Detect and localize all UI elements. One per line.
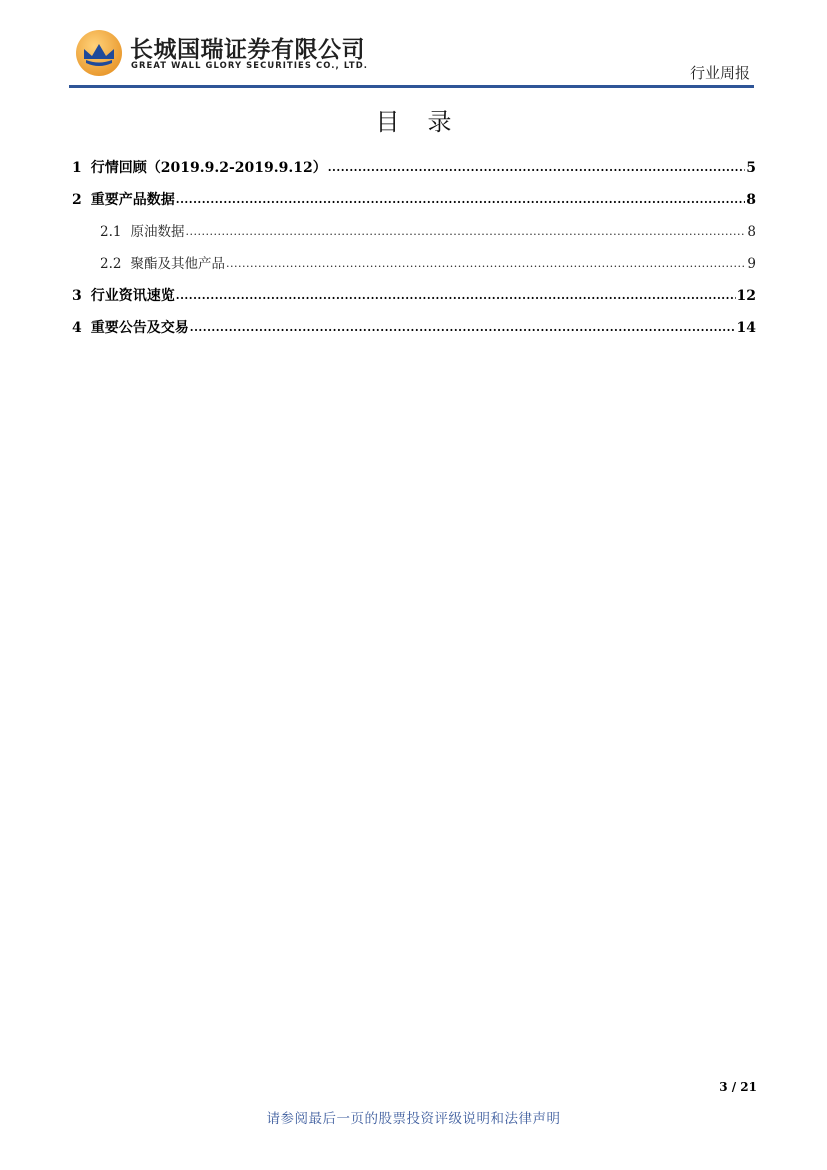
company-logo-icon (75, 29, 123, 77)
toc-entry-page: 8 (746, 192, 756, 208)
toc-entry-text: 重要公告及交易 (90, 320, 189, 336)
toc-entry-number: 3 (72, 288, 82, 304)
toc-entry[interactable] (72, 284, 756, 316)
toc-entry-page: 8 (747, 224, 756, 240)
table-of-contents (72, 156, 756, 348)
toc-entry[interactable] (72, 316, 756, 348)
toc-dot-leader (328, 156, 746, 180)
toc-entry-number: 1 (72, 160, 82, 176)
toc-entry-number: 4 (72, 320, 82, 336)
toc-entry-text: 行业资讯速览 (90, 288, 175, 304)
toc-entry-text: 行情回顾（2019.9.2-2019.9.12） (90, 160, 327, 176)
report-type-label: 行业周报 (689, 64, 750, 82)
toc-entry-number: 2.2 (100, 256, 122, 272)
company-name-cn: 长城国瑞证券有限公司 (130, 37, 365, 63)
toc-dot-leader (176, 284, 736, 308)
toc-entry-page: 14 (736, 320, 756, 336)
toc-entry-number: 2 (72, 192, 82, 208)
toc-entry-page: 9 (747, 256, 756, 272)
toc-entry[interactable] (72, 188, 756, 220)
header-divider (69, 85, 754, 88)
toc-entry[interactable] (72, 220, 756, 252)
toc-entry-text: 重要产品数据 (90, 192, 175, 208)
company-name-en: GREAT WALL GLORY SECURITIES CO., LTD. (131, 60, 369, 70)
toc-entry-number: 2.1 (100, 224, 122, 240)
toc-title: 目录 (375, 108, 480, 136)
toc-entry[interactable] (72, 156, 756, 188)
toc-entry-page: 5 (746, 160, 756, 176)
toc-dot-leader (185, 220, 746, 244)
toc-dot-leader (190, 316, 736, 340)
page-number: 3 / 21 (719, 1080, 757, 1094)
toc-entry[interactable] (72, 252, 756, 284)
toc-entry-page: 12 (736, 288, 756, 304)
toc-entry-text: 聚酯及其他产品 (130, 256, 225, 272)
footer-disclaimer: 请参阅最后一页的股票投资评级说明和法律声明 (266, 1111, 561, 1127)
toc-dot-leader (176, 188, 746, 212)
toc-dot-leader (226, 252, 746, 276)
toc-entry-text: 原油数据 (130, 224, 185, 240)
page-header (70, 26, 754, 90)
